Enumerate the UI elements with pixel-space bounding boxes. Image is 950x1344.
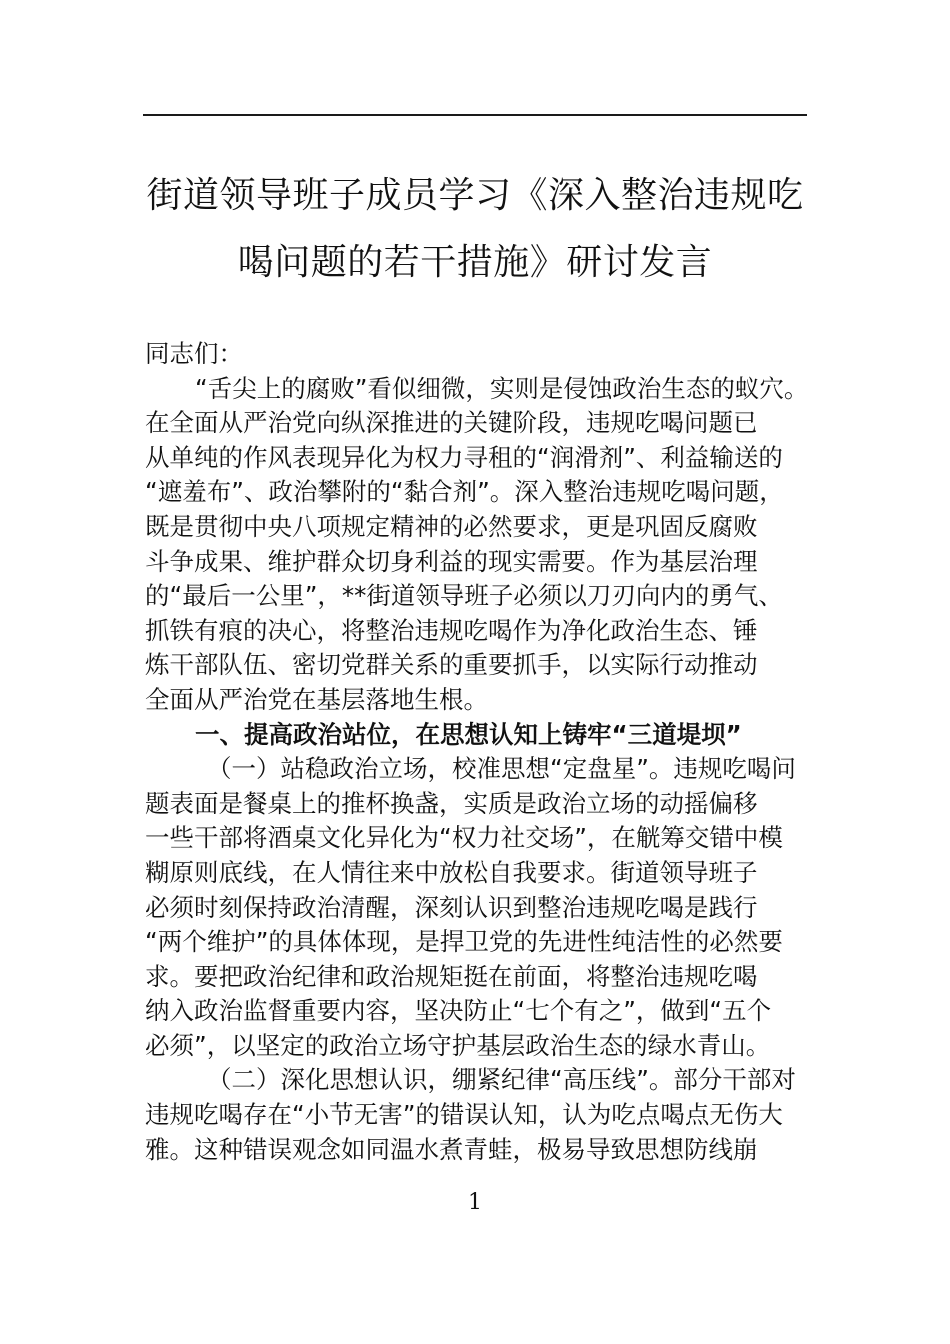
body-line: 既是贯彻中央八项规定精神的必然要求，更是巩固反腐败: [145, 511, 758, 541]
body-line: 必须”，以坚定的政治立场守护基层政治生态的绿水青山。: [145, 1030, 771, 1060]
subsection-line: （一）站稳政治立场，校准思想“定盘星”。违规吃喝问: [207, 754, 796, 784]
body-line: “两个维护”的具体体现，是捍卫党的先进性纯洁性的必然要: [145, 927, 783, 957]
body-line: “舌尖上的腐败”看似细微，实则是侵蚀政治生态的蚁穴。: [195, 373, 809, 403]
body-line: 全面从严治党在基层落地生根。: [145, 684, 488, 714]
body-line: 抓铁有痕的决心，将整治违规吃喝作为净化政治生态、锤: [145, 615, 758, 645]
body-line: 炼干部队伍、密切党群关系的重要抓手，以实际行动推动: [145, 650, 758, 680]
body-line: 纳入政治监督重要内容，坚决防止“七个有之”，做到“五个: [145, 996, 772, 1026]
body-line: “遮羞布”、政治攀附的“黏合剂”。深入整治违规吃喝问题，: [145, 477, 784, 507]
header-rule: [143, 114, 807, 116]
section-heading: 一、提高政治站位，在思想认知上铸牢“三道堤坝”: [195, 719, 742, 749]
body-line: 一些干部将酒桌文化异化为“权力社交场”，在觥筹交错中模: [145, 823, 783, 853]
page-number: 1: [468, 1190, 482, 1215]
document-title-line-2: 喝问题的若干措施》研讨发言: [237, 242, 713, 283]
body-line: 雅。这种错误观念如同温水煮青蛙，极易导致思想防线崩: [145, 1134, 758, 1164]
document-title-line-1: 街道领导班子成员学习《深入整治违规吃: [146, 175, 804, 216]
body-line: 求。要把政治纪律和政治规矩挺在前面，将整治违规吃喝: [145, 961, 758, 991]
body-line: 的“最后一公里”，**街道领导班子必须以刀刃向内的勇气、: [145, 581, 783, 611]
body-line: 违规吃喝存在“小节无害”的错误认知，认为吃点喝点无伤大: [145, 1100, 783, 1130]
body-line: 从单纯的作风表现异化为权力寻租的“润滑剂”、利益输送的: [145, 442, 783, 472]
body-line: 题表面是餐桌上的推杯换盏，实质是政治立场的动摇偏移: [145, 788, 758, 818]
document-body: [145, 337, 815, 1167]
body-line: 必须时刻保持政治清醒，深刻认识到整治违规吃喝是践行: [145, 892, 758, 922]
body-line: 斗争成果、维护群众切身利益的现实需要。作为基层治理: [145, 546, 758, 576]
body-line: 糊原则底线，在人情往来中放松自我要求。街道领导班子: [145, 857, 758, 887]
body-line: 在全面从严治党向纵深推进的关键阶段，违规吃喝问题已: [145, 408, 758, 438]
salutation: 同志们：: [145, 339, 243, 368]
subsection-line: （二）深化思想认识，绷紧纪律“高压线”。部分干部对: [207, 1065, 796, 1095]
